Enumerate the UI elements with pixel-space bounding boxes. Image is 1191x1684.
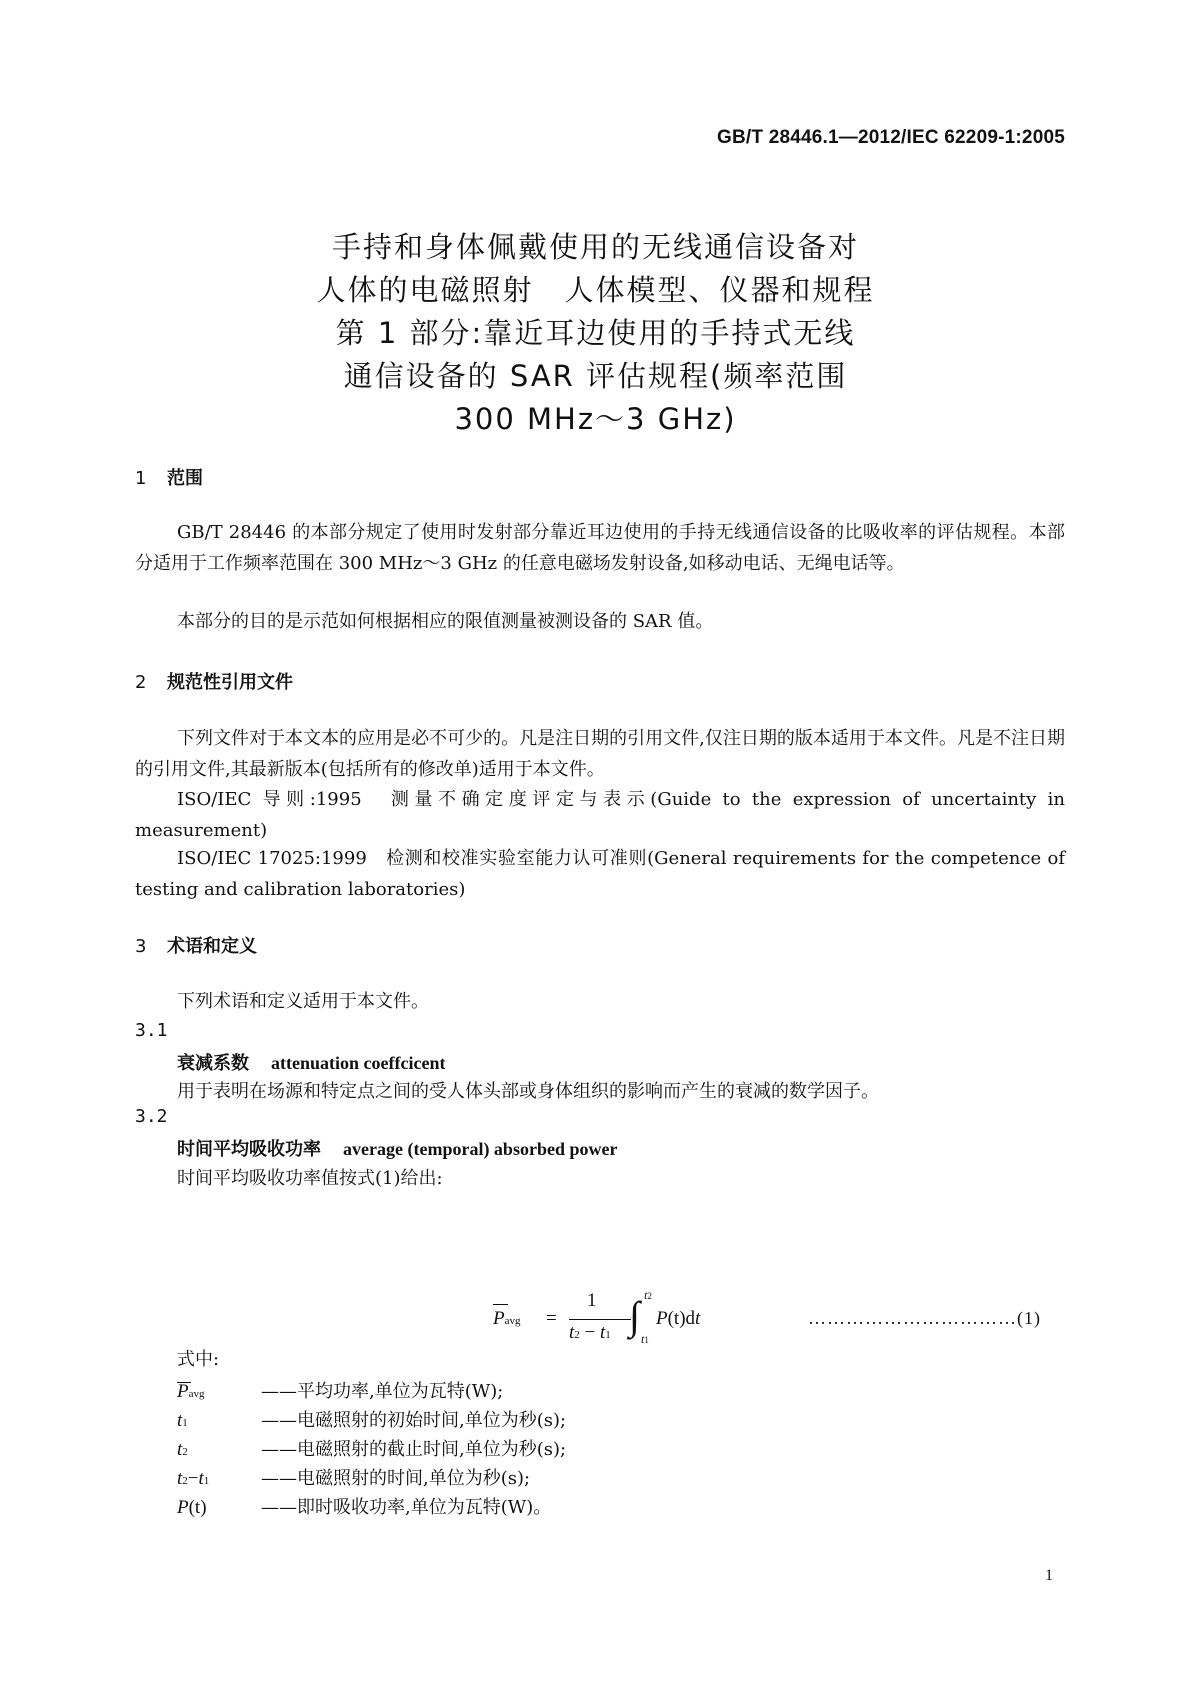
reference-iso-iec-guide: ISO/IEC 导则:1995 测量不确定度评定与表示(Guide to the expression of uncertainty in measurement) — [135, 789, 1065, 841]
title-line: 第 1 部分:靠近耳边使用的手持式无线 — [335, 316, 856, 350]
variable-description: ——即时吸收功率,单位为瓦特(W)。 — [261, 1497, 552, 1518]
variable-symbol: t2−t1 — [177, 1468, 210, 1489]
term-name-en: average (temporal) absorbed power — [343, 1139, 618, 1159]
page-number: 1 — [1045, 1567, 1053, 1584]
title-line: 手持和身体佩戴使用的无线通信设备对 — [331, 230, 859, 264]
scope-paragraph: GB/T 28446 的本部分规定了使用时发射部分靠近耳边使用的手持无线通信设备的比吸收率的评估规程。本部分适用于工作频率范围在 300 MHz～3 GHz 的任意电磁场发射设备,如移动电话、无绳电话等。 — [135, 522, 1065, 574]
formula-equals: = — [546, 1308, 557, 1329]
section-number: 3 — [135, 936, 147, 957]
term-number: 3.1 — [135, 1020, 168, 1041]
title-line: 300 MHz～3 GHz) — [454, 402, 737, 436]
fraction-bar — [569, 1319, 631, 1320]
formula-lhs: Pavg — [493, 1308, 521, 1330]
variable-row — [177, 1406, 566, 1434]
term-name — [177, 1135, 617, 1161]
variable-row — [177, 1464, 530, 1492]
document-title — [0, 226, 1191, 441]
variable-description: ——平均功率,单位为瓦特(W); — [261, 1381, 504, 1402]
references-paragraph: 下列文件对于本文本的应用是必不可少的。凡是注日期的引用文件,仅注日期的版本适用于本文件。凡是不注日期的引用文件,其最新版本(包括所有的修改单)适用于本文件。 — [135, 728, 1065, 780]
standard-number: GB/T 28446.1—2012/IEC 62209-1:2005 — [717, 127, 1065, 148]
section-title: 规范性引用文件 — [167, 672, 293, 693]
term-name-en: attenuation coeffcicent — [271, 1053, 446, 1073]
formula-integrand: P(t)dt — [656, 1308, 701, 1329]
section-heading-scope — [135, 464, 203, 490]
term-name — [177, 1049, 445, 1075]
integral-upper-limit: t2 — [644, 1288, 652, 1302]
variable-symbol: Pavg — [177, 1381, 205, 1402]
term-name-cn: 衰减系数 — [177, 1053, 249, 1074]
term-number: 3.2 — [135, 1106, 168, 1127]
section-number: 2 — [135, 672, 147, 693]
section-number: 1 — [135, 468, 147, 489]
variable-symbol: t2 — [177, 1439, 188, 1460]
reference-iso-iec-17025: ISO/IEC 17025:1999 检测和校准实验室能力认可准则(General requirements for the competence of testing and calibration laboratories) — [135, 848, 1065, 900]
terms-intro-paragraph: 下列术语和定义适用于本文件。 — [177, 991, 429, 1012]
variable-description: ——电磁照射的截止时间,单位为秒(s); — [261, 1439, 567, 1460]
scope-purpose-paragraph: 本部分的目的是示范如何根据相应的限值测量被测设备的 SAR 值。 — [177, 611, 714, 632]
variable-row — [177, 1493, 551, 1521]
variable-row — [177, 1377, 503, 1405]
where-label: 式中: — [177, 1349, 220, 1370]
variable-row — [177, 1435, 566, 1463]
section-heading-normative-references — [135, 668, 293, 694]
section-title: 术语和定义 — [167, 936, 257, 957]
variable-description: ——电磁照射的初始时间,单位为秒(s); — [261, 1410, 567, 1431]
formula-denominator: t2 − t1 — [569, 1322, 611, 1343]
equation-number: ……………………………(1) — [808, 1308, 1041, 1328]
formula-average-power — [493, 1290, 713, 1350]
variable-description: ——电磁照射的时间,单位为秒(s); — [261, 1468, 531, 1489]
integral-sign: ∫ — [629, 1293, 640, 1338]
formula-intro: 时间平均吸收功率值按式(1)给出: — [177, 1168, 443, 1189]
term-definition: 用于表明在场源和特定点之间的受人体头部或身体组织的影响而产生的衰减的数学因子。 — [177, 1081, 879, 1102]
term-name-cn: 时间平均吸收功率 — [177, 1139, 321, 1160]
variable-symbol: t1 — [177, 1410, 188, 1431]
variable-symbol: P(t) — [177, 1497, 207, 1518]
section-title: 范围 — [167, 468, 203, 489]
title-line: 人体的电磁照射 人体模型、仪器和规程 — [316, 273, 875, 307]
title-line: 通信设备的 SAR 评估规程(频率范围 — [343, 359, 848, 393]
section-heading-terms — [135, 932, 257, 958]
integral-lower-limit: t1 — [641, 1332, 649, 1346]
formula-numerator: 1 — [587, 1290, 597, 1311]
